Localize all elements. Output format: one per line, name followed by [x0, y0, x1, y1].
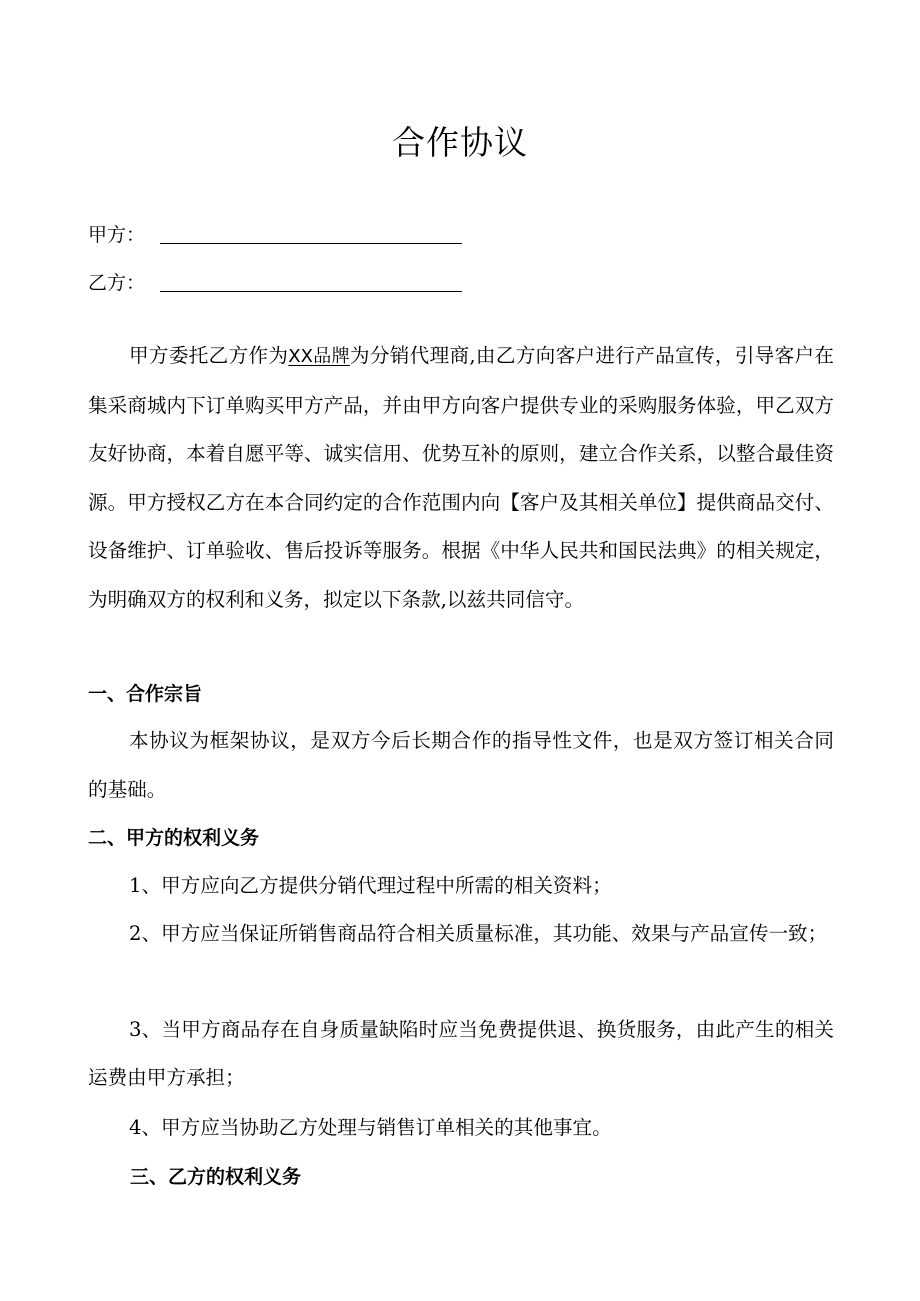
section2-heading: 二、甲方的权利义务 [88, 827, 260, 849]
party-a-field [88, 220, 158, 250]
intro-prefix: 甲方委托乙方作为 [129, 344, 289, 367]
party-b-label: 乙方： [88, 272, 146, 294]
brand-name: XX品牌 [288, 346, 350, 367]
party-a-label: 甲方： [88, 224, 146, 246]
intro-paragraph [88, 332, 834, 625]
party-a-blank-line [160, 243, 462, 244]
party-b-field [88, 268, 158, 298]
party-b-blank-line [160, 291, 462, 292]
intro-rest: 为分销代理商,由乙方向客户进行产品宣传，引导客户在集采商城内下订单购买甲方产品，并由甲方向客户提供专业的采购服务体验，甲乙双方友好协商，本着自愿平等、诚实信用、优势互补的原则，建立合作关系，以整合最佳资源。甲方授权乙方在本合同约定的合作范围内向【客户及其相关单位】提供商品交付、设备维护、订单验收、售后投诉等服务。根据《中华人民共和国民法典》的相关规定，为明确双方的权利和义务，拟定以下条款,以兹共同信守。 [88, 344, 835, 611]
section1-heading: 一、合作宗旨 [88, 683, 203, 705]
section2-item-4: 4、甲方应当协助乙方处理与销售订单相关的其他事宜。 [129, 1116, 612, 1139]
document-title: 合作协议 [392, 123, 528, 162]
section2-item-3: 3、当甲方商品存在自身质量缺陷时应当免费提供退、换货服务，由此产生的相关运费由甲方承担； [88, 1018, 834, 1089]
section2-item-2: 2、甲方应当保证所销售商品符合相关质量标准，其功能、效果与产品宣传一致； [129, 922, 828, 945]
section1-text: 本协议为框架协议，是双方今后长期合作的指导性文件，也是双方签订相关合同的基础。 [88, 729, 834, 801]
section2-item-1: 1、甲方应向乙方提供分销代理过程中所需的相关资料； [129, 874, 612, 897]
section3-heading: 三、乙方的权利义务 [130, 1166, 302, 1188]
